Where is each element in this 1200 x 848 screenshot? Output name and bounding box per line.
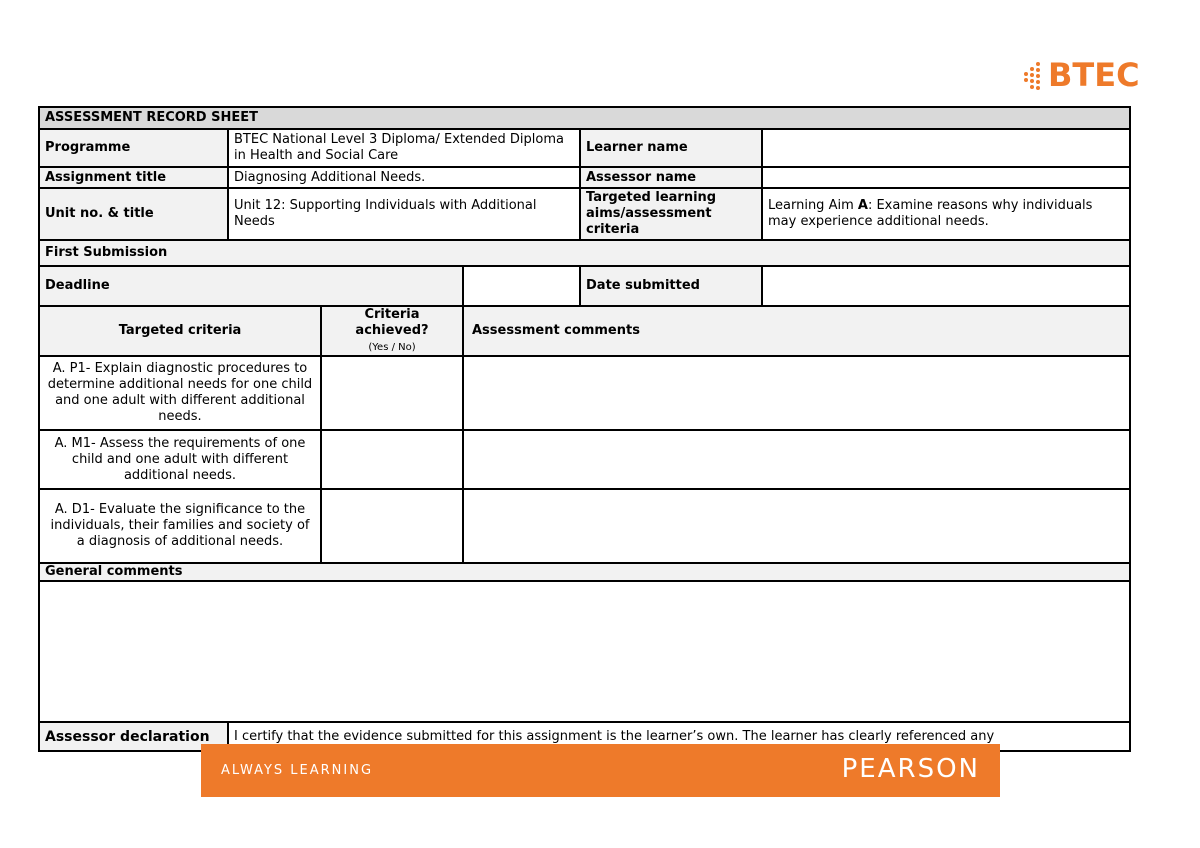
- assessor-declaration-text: I certify that the evidence submitted for this assignment is the learner’s own. The learner has clearly referenced any: [228, 722, 1130, 751]
- targeted-aims-prefix: Learning Aim: [768, 198, 858, 213]
- general-comments-field[interactable]: [39, 581, 1130, 722]
- targeted-aims-value: [762, 188, 1130, 240]
- pearson-logo-text: PEARSON: [841, 754, 980, 784]
- deadline-label: Deadline: [39, 266, 463, 306]
- assessor-name-field[interactable]: [762, 167, 1130, 188]
- first-submission-heading: First Submission: [39, 240, 1130, 266]
- unit-value: Unit 12: Supporting Individuals with Additional Needs: [228, 188, 580, 240]
- date-submitted-label: Date submitted: [580, 266, 762, 306]
- learner-name-label: Learner name: [580, 129, 762, 167]
- achieved-field-d1[interactable]: [321, 489, 463, 563]
- pearson-footer-banner: [201, 744, 1000, 797]
- date-submitted-field[interactable]: [762, 266, 1130, 306]
- assessor-name-label: Assessor name: [580, 167, 762, 188]
- criteria-achieved-subheader: (Yes / No): [368, 342, 416, 353]
- targeted-aims-label: Targeted learning aims/assessment criteria: [580, 188, 762, 240]
- table-row: [39, 430, 1130, 489]
- table-row: [39, 489, 1130, 563]
- assessor-declaration-label: Assessor declaration: [39, 722, 228, 751]
- learner-name-field[interactable]: [762, 129, 1130, 167]
- assessment-record-table: [38, 106, 1131, 752]
- footer-tagline: ALWAYS LEARNING: [221, 763, 374, 778]
- targeted-aims-rest: : Examine reasons why individuals may experience additional needs.: [768, 198, 1093, 229]
- assignment-title-value: Diagnosing Additional Needs.: [228, 167, 580, 188]
- sheet-title: ASSESSMENT RECORD SHEET: [39, 107, 1130, 129]
- targeted-aims-aim-letter: A: [857, 198, 868, 213]
- comments-field-m1[interactable]: [463, 430, 1130, 489]
- unit-label: Unit no. & title: [39, 188, 228, 240]
- comments-field-d1[interactable]: [463, 489, 1130, 563]
- achieved-field-m1[interactable]: [321, 430, 463, 489]
- achieved-field-p1[interactable]: [321, 356, 463, 430]
- assessment-comments-header: Assessment comments: [463, 306, 1130, 356]
- criterion-m1: A. M1- Assess the requirements of one child and one adult with different additional needs.: [39, 430, 321, 489]
- table-row: [39, 356, 1130, 430]
- comments-field-p1[interactable]: [463, 356, 1130, 430]
- general-comments-label: General comments: [39, 563, 1130, 581]
- criteria-achieved-header-text: Criteria achieved?: [355, 307, 429, 338]
- criterion-d1: A. D1- Evaluate the significance to the individuals, their families and society of a diagnosis of additional needs.: [39, 489, 321, 563]
- assignment-title-label: Assignment title: [39, 167, 228, 188]
- btec-dots-icon: [1022, 60, 1046, 90]
- programme-label: Programme: [39, 129, 228, 167]
- criteria-achieved-header: [321, 306, 463, 356]
- targeted-criteria-header: Targeted criteria: [39, 306, 321, 356]
- criterion-p1: A. P1- Explain diagnostic procedures to determine additional needs for one child and one adult with different additional needs.: [39, 356, 321, 430]
- programme-value: BTEC National Level 3 Diploma/ Extended Diploma in Health and Social Care: [228, 129, 580, 167]
- btec-logo-text: BTEC: [1048, 56, 1140, 94]
- btec-logo: [1022, 55, 1152, 95]
- deadline-field[interactable]: [463, 266, 580, 306]
